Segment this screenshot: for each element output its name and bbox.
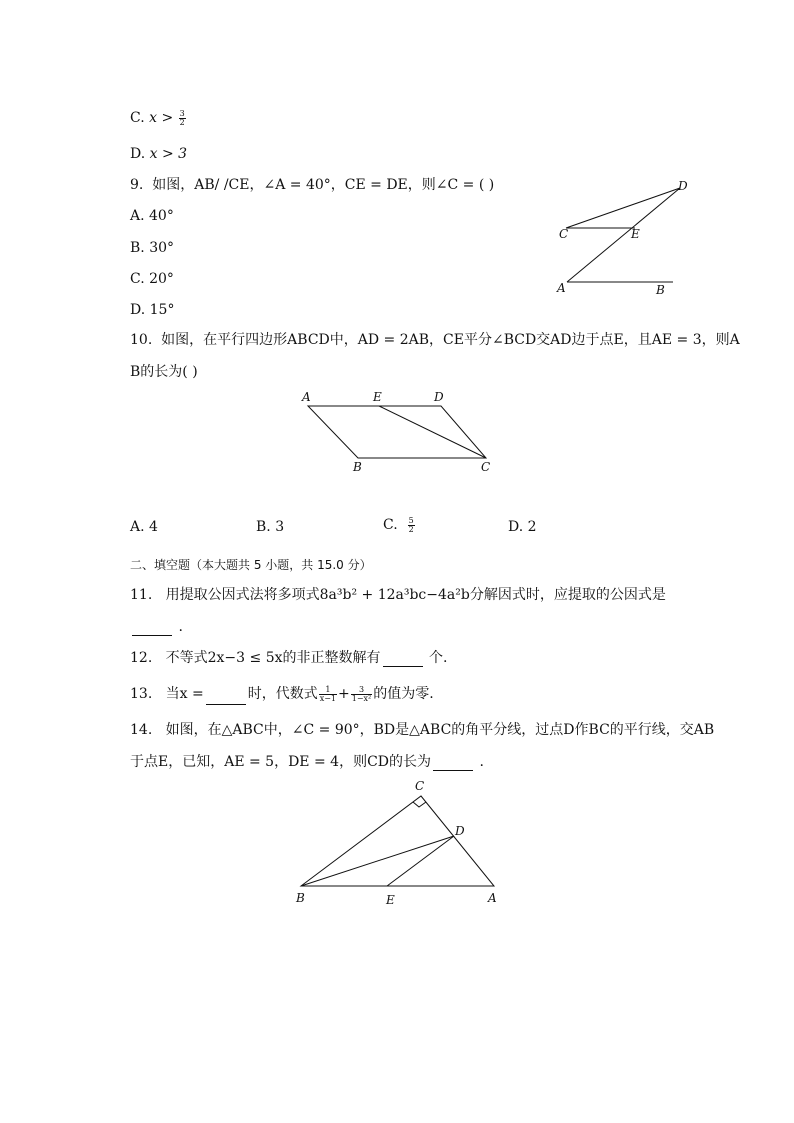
label-b: B xyxy=(296,891,305,905)
numerator: 1 xyxy=(325,684,331,694)
q8-option-c xyxy=(130,109,187,127)
segment-de xyxy=(387,836,454,886)
segment-ec xyxy=(379,406,486,458)
option-prefix: C. xyxy=(383,517,398,533)
section-title: 二、填空题（本大题共 5 小题，共 15.0 分） xyxy=(130,558,372,572)
question-tail: . xyxy=(178,619,183,635)
q8-option-d xyxy=(130,145,187,163)
option-prefix: D. xyxy=(130,146,146,162)
denominator: 1−x² xyxy=(351,693,372,703)
q10-stem-line1 xyxy=(130,331,740,349)
question-number: 11. xyxy=(130,587,153,603)
right-angle-mark xyxy=(413,802,426,807)
question-tail: 个. xyxy=(428,650,448,666)
q14-stem-line1 xyxy=(130,721,714,739)
question-text: 用提取公因式法将多项式8a³b² + 12a³bc−4a²b分解因式时，应提取的公因式是 xyxy=(165,587,666,603)
option-expression: x > xyxy=(149,110,174,126)
label-e: E xyxy=(386,893,395,907)
fraction xyxy=(179,110,186,127)
option-prefix: C. xyxy=(130,110,145,126)
denominator: 2 xyxy=(408,524,414,534)
label-a: A xyxy=(488,891,497,905)
numerator: 3 xyxy=(358,684,365,694)
q10-stem-line2: B的长为( ) xyxy=(130,364,198,380)
q14-stem-line2 xyxy=(130,753,484,771)
answer-blank[interactable] xyxy=(433,756,473,771)
denominator: 2 xyxy=(179,117,185,127)
q9-option-d: D. 15° xyxy=(130,302,175,318)
label-e: E xyxy=(373,390,382,404)
label-a: A xyxy=(302,390,311,404)
q10-option-c xyxy=(383,516,416,534)
numerator: 5 xyxy=(408,515,414,525)
fraction-2 xyxy=(351,686,373,703)
q13-stem xyxy=(130,683,434,705)
q10-option-d: D. 2 xyxy=(508,519,537,535)
question-text: 如图，AB/ /CE，∠A = 40°，CE = DE，则∠C = ( ) xyxy=(152,177,495,193)
label-c: C xyxy=(481,460,491,474)
question-number: 9. xyxy=(130,177,144,193)
q11-stem xyxy=(130,586,666,604)
question-text: 于点E，已知，AE = 5，DE = 4，则CD的长为 xyxy=(130,754,432,770)
q10-option-b: B. 3 xyxy=(256,519,285,535)
q12-stem xyxy=(130,649,447,667)
label-d: D xyxy=(678,179,688,193)
label-d: D xyxy=(455,824,465,838)
label-b: B xyxy=(353,460,362,474)
label-a: A xyxy=(557,281,566,295)
question-number: 14. xyxy=(130,722,153,738)
label-d: D xyxy=(434,390,444,404)
triangle-abc xyxy=(301,796,494,886)
denominator: x−1 xyxy=(319,693,337,703)
q9-option-c: C. 20° xyxy=(130,271,174,287)
segment-ad xyxy=(567,188,680,282)
q9-figure xyxy=(550,175,700,300)
question-tail: 的值为零. xyxy=(373,686,434,702)
q9-option-b: B. 30° xyxy=(130,240,175,256)
question-text: 如图，在平行四边形ABCD中，AD = 2AB，CE平分∠BCD交AD边于点E，且AE = 3，则A xyxy=(161,332,740,348)
option-expression: x > 3 xyxy=(149,146,188,162)
question-text-mid: 时，代数式 xyxy=(247,686,318,702)
label-e: E xyxy=(631,227,640,241)
question-number: 13. xyxy=(130,686,153,702)
question-text: 当x = xyxy=(165,686,204,702)
question-number: 12. xyxy=(130,650,153,666)
q10-option-a: A. 4 xyxy=(130,519,158,535)
label-c: C xyxy=(559,227,569,241)
answer-blank[interactable] xyxy=(383,652,423,667)
q10-figure xyxy=(295,385,505,480)
numerator: 3 xyxy=(179,108,185,118)
plus-sign: + xyxy=(338,686,350,702)
question-tail: . xyxy=(479,754,484,770)
q14-figure xyxy=(285,775,515,910)
segment-cd xyxy=(566,188,680,228)
q9-stem xyxy=(130,176,494,194)
q11-answer-line xyxy=(130,618,183,636)
fraction xyxy=(408,517,415,534)
question-text: 不等式2x−3 ≤ 5x的非正整数解有 xyxy=(165,650,381,666)
question-number: 10. xyxy=(130,332,153,348)
answer-blank[interactable] xyxy=(132,621,172,636)
question-text: 如图，在△ABC中，∠C = 90°，BD是△ABC的角平分线，过点D作BC的平行线，交AB xyxy=(165,722,715,738)
fraction-1 xyxy=(319,686,337,703)
answer-blank[interactable] xyxy=(206,690,246,705)
q9-option-a: A. 40° xyxy=(130,208,174,224)
segment-bd xyxy=(301,836,454,886)
parallelogram-abcd xyxy=(308,406,486,458)
label-c: C xyxy=(415,779,425,793)
label-b: B xyxy=(656,283,665,297)
